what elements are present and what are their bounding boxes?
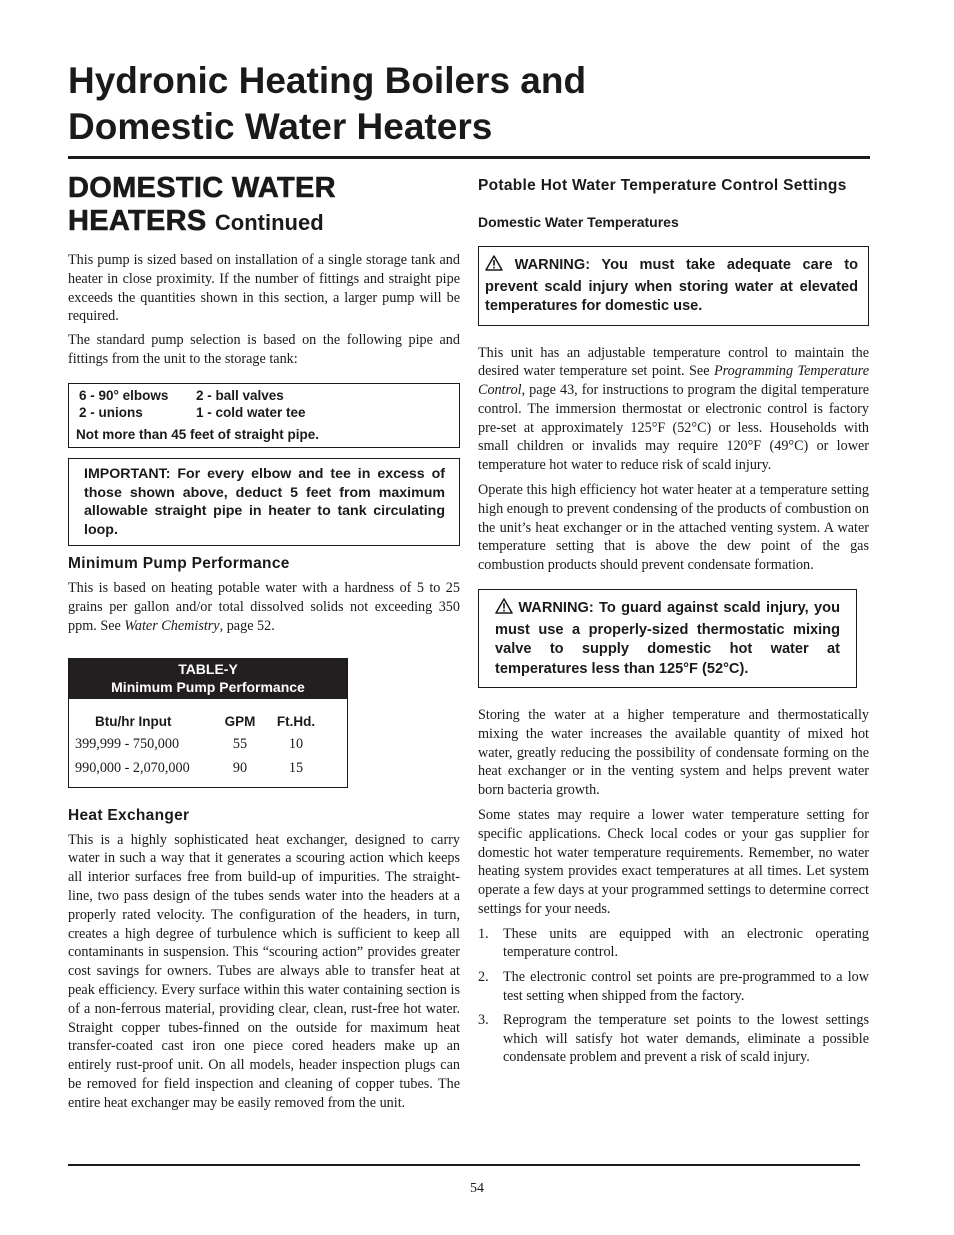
list-item <box>478 1011 869 1067</box>
water-hardness-page-ref: , page 52. <box>219 617 275 634</box>
column-header-gpm: GPM <box>224 713 256 729</box>
mixing-paragraph: Storing the water at a higher temperature and thermostatically mixing the water increases the available quantity of mixed hot water, greatly reducing the possibility of condensate forming on the heat exchanger or in the venting system and helps prevent water born bacteria growth. <box>478 707 869 799</box>
table-cell-btu: 399,999 - 750,000 <box>75 735 180 752</box>
warning-triangle-icon <box>485 255 503 278</box>
table-row <box>69 732 347 756</box>
footer-rule <box>68 1164 860 1166</box>
table-y-header <box>69 659 347 699</box>
warning-label: WARNING <box>518 600 589 617</box>
fitting-ball-valves: 2 - ball valves <box>196 387 284 403</box>
left-column <box>68 172 460 1113</box>
warning-box <box>478 246 869 326</box>
list-item <box>478 968 869 1005</box>
minimum-pump-performance-heading: Minimum Pump Performance <box>68 555 290 573</box>
section-heading <box>68 172 460 239</box>
pump-sizing-paragraph: This pump is sized based on installation of a single storage tank and heater in close proximity. If the number of fittings and straight pipe exceeds the quantities shown in this section, a larger pump will be required. <box>68 252 460 325</box>
temperature-control-text-cont: , page 43, for instructions to program the digital temperature control. The immersion thermostat or electronic control is factory pre-set at approximately 125°F (52°C) or less. Households with small children or invalids may require 120°F (49°C) or lower temperature hot water to reduce risk of scald injury. <box>478 382 869 474</box>
pipe-selection-paragraph: The standard pump selection is based on the following pipe and fittings from the unit to the storage tank: <box>68 332 460 367</box>
fittings-box <box>68 383 460 449</box>
warning-label: WARNING <box>514 257 586 273</box>
list-item-text: The electronic control set points are pre-programmed to a low test setting when shipped from the factory. <box>503 969 869 1004</box>
section-heading-suffix: Continued <box>214 210 324 235</box>
list-item-number: 3. <box>478 1012 489 1029</box>
heat-exchanger-paragraph: This is a highly sophisticated heat exchanger, designed to carry water in such a way that it generates a scouring action which keeps all interior surfaces free from build-up of impurities. The straight-line, two pass design of the tubes sends water into the headers at a properly rated velocity. The configuration of the headers, in turn, creates a high degree of turbulence which is sufficient to keep all contaminants in suspension. This “scouring action” provides greater cost savings for owners. Tubes are always able to transfer heat at peak efficiency. Every surface within this water containing section is of a non-ferrous material, providing clear, clean, rust-free hot water. Straight copper tubes-finned on the outside for maximum heat transfer-coated cast iron one piece cored headers make up an entirely rust-proof unit. On all models, header inspection plugs can be removed for field inspection and cleaning of copper tubes. The entire heat exchanger may be easily removed from the unit. <box>68 831 460 1111</box>
fitting-cold-water-tee: 1 - cold water tee <box>196 405 306 421</box>
right-column <box>478 176 869 1067</box>
temperature-control-paragraph <box>478 344 869 476</box>
warning-text: : To guard against scald injury, you must use a properly-sized thermostatic mixing valve to supply domestic hot water at temperatures less than 125°F (52°C). <box>495 600 840 677</box>
water-chemistry-reference: Water Chemistry <box>124 617 220 634</box>
section-heading-line2: HEATERS <box>68 205 207 237</box>
state-requirements-paragraph: Some states may require a lower water temperature setting for specific applications. Check local codes or your gas supplier for domestic hot water temperature requirements. Remember, no water heating system provides exact temperatures at all times. Let system operate a few days at your programmed settings to determine correct settings for your needs. <box>478 807 869 918</box>
list-item <box>478 925 869 962</box>
fitting-elbows: 6 - 90° elbows <box>79 387 169 403</box>
table-cell-btu: 990,000 - 2,070,000 <box>75 759 190 776</box>
table-cell-gpm: 90 <box>232 759 248 776</box>
table-y-subtitle: Minimum Pump Performance <box>111 679 305 696</box>
temperature-control-heading: Potable Hot Water Temperature Control Settings <box>478 177 847 194</box>
title-rule <box>68 156 870 159</box>
table-y-column-headers <box>69 714 347 729</box>
column-header-ft-hd: Ft.Hd. <box>276 713 316 729</box>
warning-triangle-icon <box>495 598 513 621</box>
water-hardness-paragraph <box>68 579 460 635</box>
important-notice-box: IMPORTANT: For every elbow and tee in excess of those shown above, deduct 5 feet from maximum allowable straight pipe in heater to tank circulating loop. <box>68 458 460 546</box>
page-title <box>68 58 868 150</box>
domestic-water-temperatures-heading: Domestic Water Temperatures <box>478 214 679 230</box>
fittings-row <box>76 387 453 405</box>
warning-text: : You must take adequate care to prevent scald injury when storing water at elevated temperatures for domestic use. <box>485 257 858 314</box>
steps-list <box>478 925 869 1067</box>
list-item-number: 1. <box>478 925 489 942</box>
warning-box <box>478 589 857 688</box>
heat-exchanger-heading: Heat Exchanger <box>68 806 190 824</box>
temperature-control-text: This unit has an adjustable temperature control to maintain the desired water temperature set point. See <box>478 344 869 380</box>
page-title-line2: Domestic Water Heaters <box>68 106 493 147</box>
table-cell-ft-hd: 10 <box>288 735 304 752</box>
fittings-row <box>76 404 453 422</box>
list-item-text: Reprogram the temperature set points to the lowest settings which will satisfy hot water demands, eliminate a possible condensate problem and prevent a risk of scald injury. <box>503 1012 869 1066</box>
table-cell-gpm: 55 <box>232 735 248 752</box>
table-y-title: TABLE-Y <box>178 660 238 677</box>
table-cell-ft-hd: 15 <box>288 759 304 776</box>
list-item-number: 2. <box>478 969 489 986</box>
column-header-btu: Btu/hr Input <box>95 713 172 729</box>
page-title-line1: Hydronic Heating Boilers and <box>68 60 587 101</box>
list-item-text: These units are equipped with an electronic operating temperature control. <box>503 925 869 961</box>
fitting-unions: 2 - unions <box>79 405 143 421</box>
programming-temperature-control-reference: Programming Temperature Control <box>478 363 869 399</box>
table-row <box>69 756 347 780</box>
condensing-paragraph: Operate this high efficiency hot water heater at a temperature setting high enough to prevent condensing of the products of combustion on the unit’s heat exchanger or in the attached venting system. A water temperature setting that is above the dew point of the gas combustion products should prevent condensate formation. <box>478 482 869 574</box>
section-heading-line1: DOMESTIC WATER <box>68 172 336 204</box>
page-number: 54 <box>470 1181 484 1196</box>
water-hardness-text: This is based on heating potable water with a hardness of 5 to 25 grains per gallon and/or total dissolved solids not exceeding 350 ppm. See <box>68 580 460 634</box>
straight-pipe-note: Not more than 45 feet of straight pipe. <box>76 426 320 442</box>
table-y <box>68 658 348 788</box>
